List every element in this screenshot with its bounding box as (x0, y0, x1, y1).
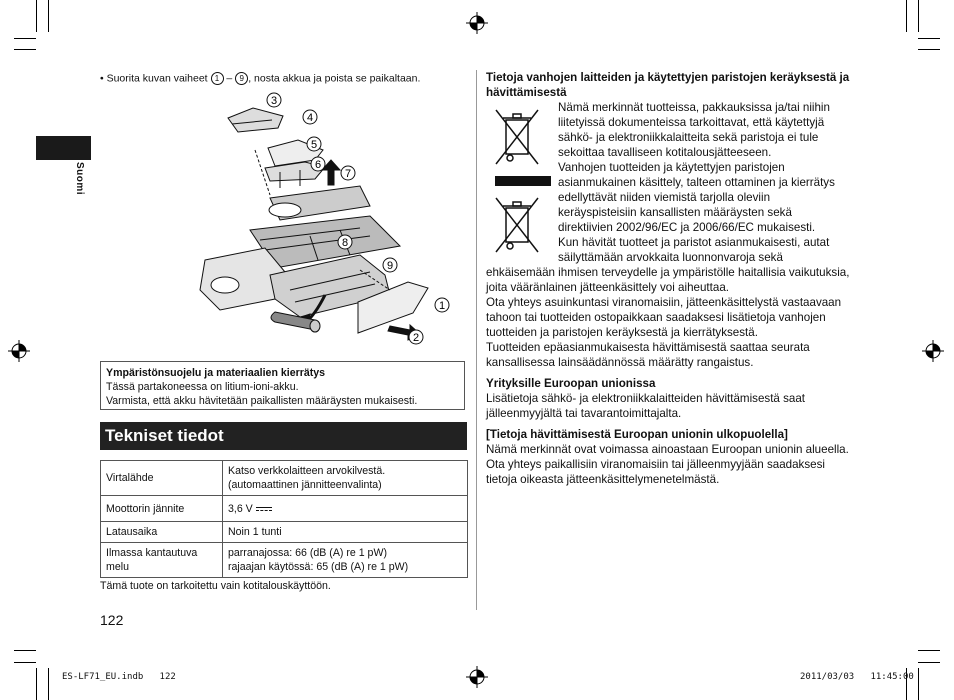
crop-mark (918, 668, 919, 700)
spec-value (223, 496, 468, 522)
registration-mark-icon (466, 666, 488, 688)
footer-page: 122 (159, 672, 176, 682)
table-row (101, 543, 468, 578)
crop-mark (48, 0, 49, 32)
crop-mark (14, 662, 36, 663)
crop-mark (918, 0, 919, 32)
dc-symbol-icon (256, 507, 272, 511)
spec-value: Noin 1 tunti (223, 522, 468, 543)
spec-label: Moottorin jännite (101, 496, 223, 522)
spec-value-line: (automaattinen jännitteenvalinta) (228, 479, 382, 491)
disposal-symbols-block (486, 100, 856, 265)
crop-mark (918, 650, 940, 651)
shaver-exploded-diagram (100, 90, 467, 360)
callout-label: 8 (341, 237, 349, 249)
crossed-bin-icon (492, 106, 542, 168)
text-line: Vanhojen tuotteiden ja käytettyjen paristojen (558, 161, 785, 174)
crop-mark (918, 49, 940, 50)
crop-mark (918, 662, 940, 663)
disposal-text-indented (558, 100, 856, 265)
outside-eu-heading: [Tietoja hävittämisestä Euroopan unionin ulkopuolella] (486, 428, 788, 441)
crop-mark (906, 0, 907, 32)
business-heading: Yrityksille Euroopan unionissa (486, 377, 656, 390)
instruction-bullet: • Suorita kuvan vaiheet 1 – 9 , nosta akkua ja poista se paikaltaan. (100, 72, 421, 85)
specifications-table (100, 460, 468, 578)
footer-date: 2011/03/03 (800, 672, 855, 682)
spec-label: Latausaika (101, 522, 223, 543)
callout-label: 6 (314, 159, 322, 171)
column-divider (476, 70, 477, 610)
step-number-badge: 9 (235, 72, 248, 85)
table-row (101, 461, 468, 496)
crossed-bin-icon (492, 194, 542, 256)
recycling-notice-line: Varmista, että akku hävitetään paikallisten määräysten mukaisesti. (106, 395, 418, 407)
callout-label: 1 (438, 300, 446, 312)
text-line: liitetyissä dokumenteissa tarkoittavat, että käytettyjä (558, 116, 825, 129)
text-line: säilyttämään arvokkaita luonnonvaroja sekä (558, 251, 783, 264)
callout-9 (383, 258, 397, 272)
callout-6 (311, 157, 325, 171)
business-paragraph: Lisätietoja sähkö- ja elektroniikkalaitteiden hävittämisestä saat jälleenmyyjältä tai tavarantoimittajalta. (486, 392, 805, 420)
spec-value-line: Katso verkkolaitteen arvokilvestä. (228, 465, 386, 477)
disposal-heading: Tietoja vanhojen laitteiden ja käytettyjen paristojen keräyksestä ja hävittämisestä (486, 71, 850, 99)
crop-mark (48, 668, 49, 700)
table-row (101, 496, 468, 522)
disposal-paragraph: Ota yhteys asuinkuntasi viranomaisiin, jätteenkäsittelystä vastaavaan tahoon tai tuotteiden ostopaikkaan saadaksesi lisätietoja vanhojen tuotteiden ja paristojen keräyksestä ja kierrätyksestä. (486, 296, 842, 339)
registration-mark-icon (466, 12, 488, 34)
callout-label: 4 (306, 112, 314, 124)
footer-timestamp (800, 672, 914, 682)
recycling-notice-box (100, 361, 465, 410)
spec-value-line: parranajossa: 66 (dB (A) re 1 pW) (228, 547, 387, 559)
callout-label: 3 (270, 95, 278, 107)
spec-label-line: Ilmassa kantautuva (106, 547, 198, 559)
crop-mark (918, 38, 940, 39)
crop-mark (14, 38, 36, 39)
crop-mark (14, 49, 36, 50)
callout-1 (435, 298, 449, 312)
crop-mark (36, 668, 37, 700)
spec-label: Virtalähde (101, 461, 223, 496)
footer-file (62, 672, 176, 682)
text-line: sähkö- ja elektroniikkalaitteita sekä paristoja ei tule (558, 131, 819, 144)
spec-label (101, 543, 223, 578)
page-number: 122 (100, 612, 124, 628)
bullet-text-end: , nosta akkua ja poista se paikaltaan. (248, 72, 421, 85)
footer-time: 11:45:00 (870, 672, 914, 682)
registration-mark-icon (8, 340, 30, 362)
callout-label: 9 (386, 260, 394, 272)
spec-value (223, 461, 468, 496)
bullet-text-start: Suorita kuvan vaiheet (106, 72, 208, 85)
callout-8 (338, 235, 352, 249)
recycling-notice-line: Tässä partakoneessa on litium-ioni-akku. (106, 381, 299, 393)
callout-2 (409, 330, 423, 344)
disposal-paragraph: ehkäisemään ihmisen terveydelle ja ympäristölle haitallisia vaikutuksia, joita vääränlainen jätteenkäsittely voi aiheuttaa. (486, 266, 850, 294)
spec-value-line: rajaajan käytössä: 65 (dB (A) re 1 pW) (228, 561, 409, 573)
household-use-note: Tämä tuote on tarkoitettu vain kotitalouskäyttöön. (100, 580, 331, 592)
disposal-info-column (486, 70, 856, 487)
text-line: Nämä merkinnät tuotteissa, pakkauksissa ja/tai niihin (558, 101, 830, 114)
battery-removal-figure (100, 90, 467, 360)
callout-label: 2 (412, 332, 420, 344)
callout-4 (303, 110, 317, 124)
callout-3 (267, 93, 281, 107)
text-line: sekoittaa tavalliseen kotitalousjätteeseen. (558, 146, 772, 159)
crop-mark (14, 650, 36, 651)
callout-7 (341, 166, 355, 180)
footer-filename: ES-LF71_EU.indb (62, 672, 144, 682)
crop-mark (36, 0, 37, 32)
language-tab (36, 136, 91, 160)
section-title: Tekniset tiedot (100, 422, 467, 450)
spec-value-line: 3,6 V (228, 502, 253, 515)
text-line: keräyspisteisiin kansallisten määräysten sekä (558, 206, 792, 219)
text-line: Kun hävität tuotteet ja paristot asianmukaisesti, autat (558, 236, 830, 249)
text-line: edellyttävät niiden viemistä tarjolla oleviin (558, 191, 771, 204)
callout-label: 7 (344, 168, 352, 180)
registration-mark-icon (922, 340, 944, 362)
bullet-dash: – (226, 72, 233, 85)
callout-label: 5 (310, 139, 318, 151)
text-line: asianmukainen käsittely, talteen ottaminen ja kierrätys (558, 176, 835, 189)
table-row (101, 522, 468, 543)
disposal-paragraph: Tuotteiden epäasianmukaisesta hävittämisestä saattaa seurata kansallisessa lainsäädännössä määrätty rangaistus. (486, 341, 810, 369)
step-number-badge: 1 (211, 72, 224, 85)
outside-eu-paragraph: Nämä merkinnät ovat voimassa ainoastaan Euroopan unionin alueella. Ota yhteys paikallisiin viranomaisiin tai jälleenmyyjään saadaksesi tietoja oikeasta jätteenkäsittelymenetelmästä. (486, 443, 849, 486)
callout-5 (307, 137, 321, 151)
black-bar (495, 176, 551, 186)
text-line: direktiivien 2002/96/EC ja 2006/66/EC mukaisesti. (558, 221, 816, 234)
recycling-notice-title: Ympäristönsuojelu ja materiaalien kierrätys (106, 367, 326, 379)
spec-label-line: melu (106, 561, 129, 573)
spec-value (223, 543, 468, 578)
language-label: Suomi (74, 162, 85, 196)
